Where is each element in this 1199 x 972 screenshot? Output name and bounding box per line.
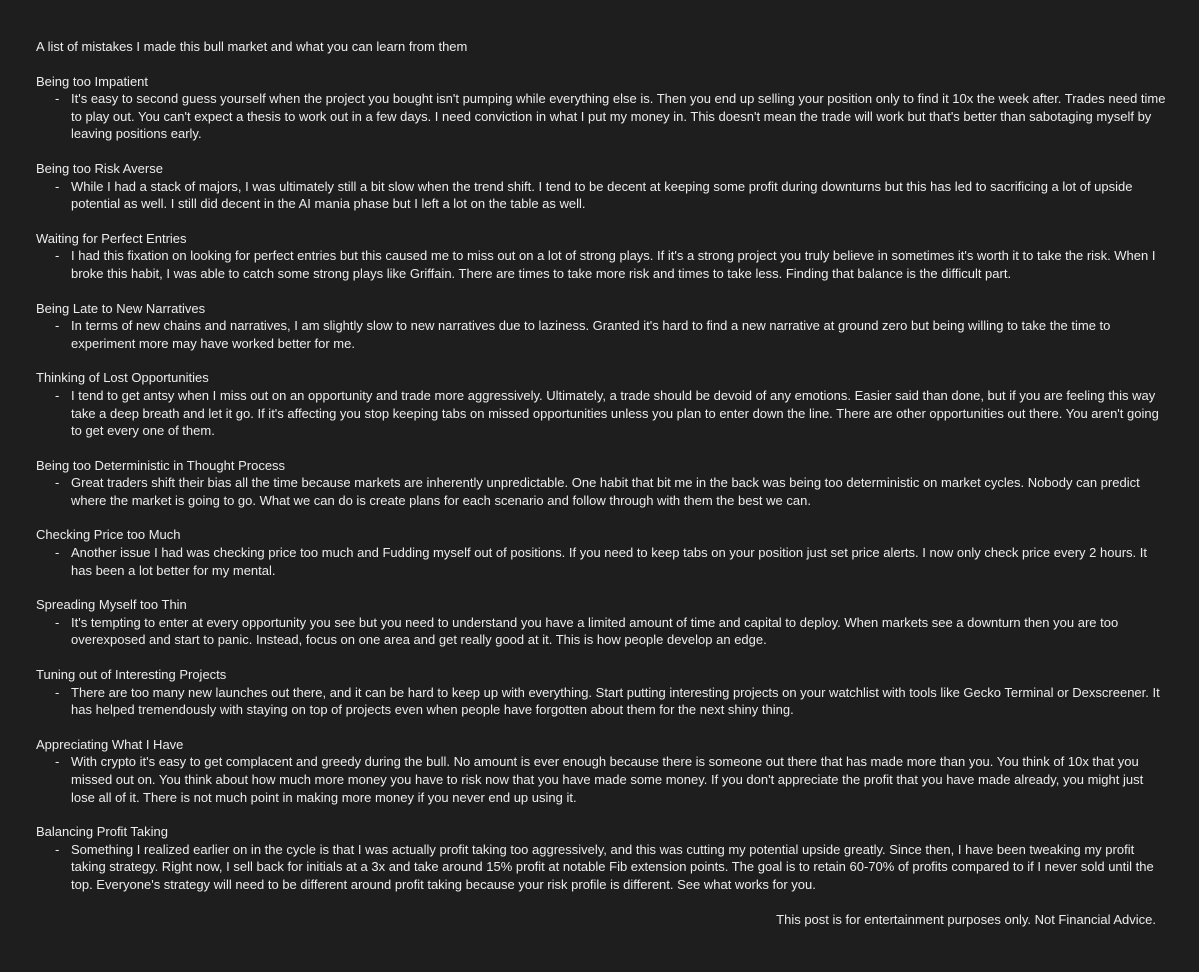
section-being-too-deterministic	[36, 457, 1166, 510]
section-bullet	[36, 178, 1166, 213]
section-waiting-for-perfect-entries	[36, 230, 1166, 283]
section-heading: Being Late to New Narratives	[36, 300, 206, 316]
document-title: A list of mistakes I made this bull market and what you can learn from them	[36, 39, 468, 54]
section-bullet	[36, 317, 1166, 352]
section-checking-price-too-much	[36, 526, 1166, 579]
document	[36, 38, 1166, 911]
bullet-dash: -	[55, 614, 60, 630]
section-heading: Waiting for Perfect Entries	[36, 230, 187, 246]
section-bullet	[36, 614, 1166, 649]
disclaimer-footer: This post is for entertainment purposes only. Not Financial Advice.	[776, 912, 1156, 927]
section-body-text: It's tempting to enter at every opportunity you see but you need to understand you have a limited amount of time and capital to deploy. When markets see a downturn then you are too overexposed and start to panic. Instead, focus on one area and get really good at it. This is how people develop an edge.	[71, 614, 1119, 648]
section-body-text: While I had a stack of majors, I was ultimately still a bit slow when the trend shift. I tend to be decent at keeping some profit during downturns but this has led to sacrificing a lot of upside potential as well. I still did decent in the AI mania phase but I left a lot on the table as well.	[71, 178, 1133, 212]
section-being-too-impatient	[36, 73, 1166, 143]
section-heading: Being too Deterministic in Thought Process	[36, 457, 286, 473]
section-heading: Balancing Profit Taking	[36, 824, 169, 840]
bullet-dash: -	[55, 91, 60, 107]
section-bullet	[36, 387, 1166, 440]
section-thinking-of-lost-opportunities	[36, 369, 1166, 439]
bullet-dash: -	[55, 318, 60, 334]
section-body-text: With crypto it's easy to get complacent and greedy during the bull. No amount is ever enough because there is someone out there that has made more than you. You think of 10x that you missed out on. You think about how much more money you have to risk now that you have made some money. If you don't appreciate the profit that you have made already, you might just lose all of it. There is not much point in making more money if you never end up using it.	[71, 754, 1144, 805]
section-bullet	[36, 753, 1166, 806]
section-heading: Checking Price too Much	[36, 527, 181, 543]
bullet-dash: -	[55, 545, 60, 561]
bullet-dash: -	[55, 754, 60, 770]
bullet-dash: -	[55, 684, 60, 700]
section-being-too-risk-averse	[36, 160, 1166, 213]
section-body-text: It's easy to second guess yourself when the project you bought isn't pumping while everything else is. Then you end up selling your position only to find it 10x the week after. Trades need time to play out. You can't expect a thesis to work out in a few days. I need conviction in what I put my money in. This doesn't mean the trade will work but that's better than sabotaging myself by leaving positions early.	[71, 91, 1166, 142]
section-bullet	[36, 684, 1166, 719]
section-body-text: I had this fixation on looking for perfect entries but this caused me to miss out on a lot of strong plays. If it's a strong project you truly believe in sometimes it's worth it to take the risk. When I broke this habit, I was able to catch some strong plays like Griffain. There are times to take more risk and times to take less. Finding that balance is the difficult part.	[71, 248, 1156, 281]
bullet-dash: -	[55, 475, 60, 491]
section-bullet	[36, 544, 1166, 579]
section-being-late-to-new-narratives	[36, 300, 1166, 353]
section-heading: Being too Risk Averse	[36, 160, 163, 176]
section-body-text: Another issue I had was checking price too much and Fudding myself out of positions. If you need to keep tabs on your position just set price alerts. I now only check price every 2 hours. It has been a lot better for my mental.	[71, 545, 1147, 578]
section-body-text: In terms of new chains and narratives, I am slightly slow to new narratives due to laziness. Granted it's hard to find a new narrative at ground zero but being willing to take the time to experiment more may have worked better for me.	[71, 318, 1111, 351]
section-bullet	[36, 841, 1166, 894]
section-tuning-out-of-interesting-projects	[36, 666, 1166, 719]
section-heading: Being too Impatient	[36, 73, 149, 89]
section-body-text: Something I realized earlier on in the cycle is that I was actually profit taking too aggressively, and this was cutting my potential upside greatly. Since then, I have been tweaking my profit taking strategy. Right now, I sell back for initials at a 3x and take around 15% profit at notable Fib extension points. The goal is to retain 60-70% of profits compared to if I never sold until the top. Everyone's strategy will need to be different around profit taking because your risk profile is different. See what works for you.	[71, 841, 1154, 892]
bullet-dash: -	[55, 178, 60, 194]
section-bullet	[36, 247, 1166, 282]
section-bullet	[36, 474, 1166, 509]
section-heading: Appreciating What I Have	[36, 736, 184, 752]
bullet-dash: -	[55, 248, 60, 264]
section-heading: Spreading Myself too Thin	[36, 597, 187, 613]
section-bullet	[36, 90, 1166, 143]
section-balancing-profit-taking	[36, 823, 1166, 893]
bullet-dash: -	[55, 841, 60, 857]
section-body-text: Great traders shift their bias all the time because markets are inherently unpredictable. One habit that bit me in the back was being too deterministic on market cycles. Nobody can predict where the market is going to go. What we can do is create plans for each scenario and follow through with them the best we can.	[71, 475, 1140, 508]
section-heading: Tuning out of Interesting Projects	[36, 667, 227, 683]
section-appreciating-what-i-have	[36, 736, 1166, 806]
section-spreading-myself-too-thin	[36, 596, 1166, 649]
section-body-text: There are too many new launches out there, and it can be hard to keep up with everything. Start putting interesting projects on your watchlist with tools like Gecko Terminal or Dexscreener. It has helped tremendously with staying on top of projects even when people have forgotten about them for the next shiny thing.	[71, 684, 1160, 718]
bullet-dash: -	[55, 387, 60, 403]
section-body-text: I tend to get antsy when I miss out on an opportunity and trade more aggressively. Ultimately, a trade should be devoid of any emotions. Easier said than done, but if you are feeling this way take a deep breath and let it go. If it's affecting you stop keeping tabs on missed opportunities unless you plan to enter down the line. There are other opportunities out there. You aren't going to get every one of them.	[71, 387, 1159, 439]
section-heading: Thinking of Lost Opportunities	[36, 370, 209, 386]
